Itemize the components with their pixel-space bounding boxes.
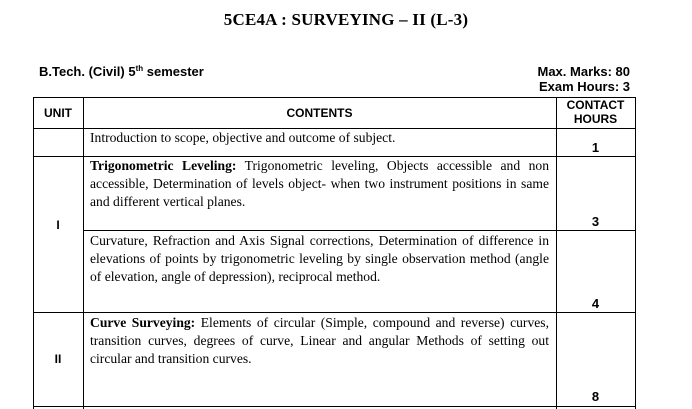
row-hours: 1 xyxy=(591,140,600,155)
row-text: Elements of circular (Simple, compound and reverse) curves, transition curves, degrees of curve, Linear and angular Methods of setting out circular and transition curves. xyxy=(90,315,549,366)
table-row-content xyxy=(90,157,549,211)
table-row-content xyxy=(90,314,549,368)
max-marks: Max. Marks: 80 xyxy=(537,64,630,79)
row-text: Introduction to scope, objective and outcome of subject. xyxy=(90,130,396,145)
course-title: 5CE4A : SURVEYING – II (L-3) xyxy=(223,10,469,29)
header-hours: HOURS xyxy=(573,112,618,126)
row-text: Trigonometric leveling, Objects accessible and non accessible, Determination of levels object- when two instrument positions in same and different vertical planes. xyxy=(90,158,549,209)
row-lead: Trigonometric Leveling: xyxy=(90,158,237,173)
program-semester xyxy=(39,64,204,79)
row-text: Curvature, Refraction and Axis Signal corrections, Determination of difference in elevations of points by trigonometric leveling by single observation method (angle of elevation, angle of depression), reciprocal method. xyxy=(90,233,549,284)
table-row-content xyxy=(90,129,549,147)
row-lead: Curve Surveying: xyxy=(90,315,196,330)
program-suffix: semester xyxy=(143,64,204,79)
unit-label: I xyxy=(56,218,60,232)
program-prefix: B.Tech. (Civil) 5 xyxy=(39,64,136,79)
unit-label: II xyxy=(54,352,62,366)
row-hours: 3 xyxy=(591,214,600,229)
table-border-top xyxy=(33,97,636,98)
program-sup: th xyxy=(135,64,144,73)
header-contents: CONTENTS xyxy=(286,106,353,120)
table-row-divider-2 xyxy=(83,230,636,231)
table-row-content xyxy=(90,232,549,286)
header-unit: UNIT xyxy=(44,106,72,120)
header-contact-hours xyxy=(556,98,635,126)
table-row-divider-4 xyxy=(33,406,636,407)
row-hours: 8 xyxy=(591,389,600,404)
row-hours: 4 xyxy=(591,296,600,311)
table-col-divider-1 xyxy=(83,97,84,409)
exam-info xyxy=(538,64,631,94)
exam-hours: Exam Hours: 3 xyxy=(538,79,630,94)
header-contact: CONTACT xyxy=(566,98,625,112)
table-row-divider-3 xyxy=(33,312,636,313)
table-border-right xyxy=(635,97,636,409)
